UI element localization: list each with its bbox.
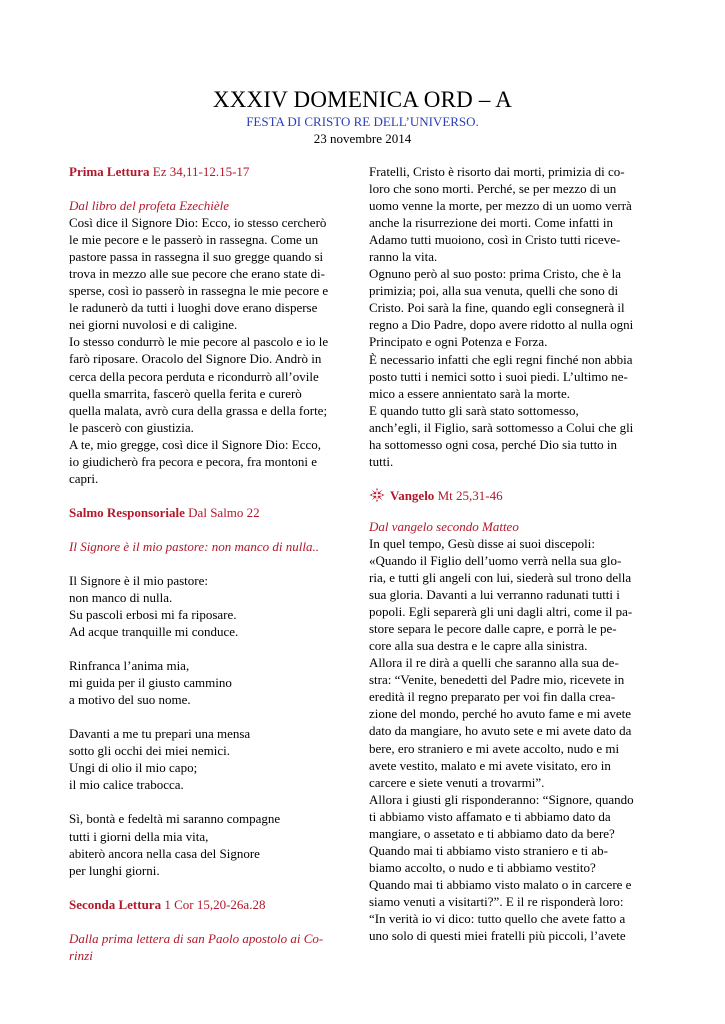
header: [0, 86, 725, 147]
text-line: Ungi di olio il mio capo;: [69, 760, 198, 776]
text-line: dato da mangiare, ho avuto sete e mi avete dato da: [369, 723, 632, 739]
text-line: Ognuno però al suo posto: prima Cristo, che è la: [369, 266, 622, 282]
psalm-heading: [69, 504, 359, 521]
text-line: mi guida per il giusto cammino: [69, 675, 232, 691]
text-line: primizia; poi, alla sua venuta, quelli che sono di: [369, 283, 619, 299]
left-column: [69, 163, 359, 964]
text-line: Quando mai ti abbiamo visto straniero e ti ab-: [369, 842, 608, 858]
text-line: ranno la vita.: [369, 249, 438, 265]
psalm-ref: Dal Salmo 22: [184, 504, 260, 520]
text-line: «Quando il Figlio dell’uomo verrà nella sua glo-: [369, 552, 622, 568]
text-line: biamo accolto, o nudo e ti abbiamo vestito?: [369, 859, 596, 875]
text-line: Su pascoli erbosi mi fa riposare.: [69, 607, 237, 623]
text-line: il mio calice trabocca.: [69, 777, 184, 793]
gospel-source: Dal vangelo secondo Matteo: [369, 518, 519, 534]
first-reading-source: Dal libro del profeta Ezechièle: [69, 198, 230, 214]
text-line: stra: “Venite, benedetti del Padre mio, ricevete in: [369, 672, 625, 688]
text-line: ti abbiamo visto affamato e ti abbiamo dato da: [369, 808, 611, 824]
text-line: sua gloria. Davanti a lui verranno radunati tutti i: [369, 587, 620, 603]
text-line: bere, ero straniero e mi avete accolto, nudo e mi: [369, 740, 620, 756]
text-line: Quando mai ti abbiamo visto malato o in carcere e: [369, 876, 632, 892]
text-line: popoli. Egli separerà gli uni dagli altri, come il pa-: [369, 604, 633, 620]
second-reading-ref: 1 Cor 15,20-26a.28: [161, 896, 266, 912]
gospel-text: [369, 535, 659, 944]
text-line: farò riposare. Oracolo del Signore Dio. Andrò in: [69, 351, 322, 367]
text-line: A te, mio gregge, così dice il Signore Dio: Ecco,: [69, 436, 321, 452]
text-line: loro che sono morti. Perché, se per mezzo di un: [369, 181, 617, 197]
text-line: tutti i giorni della mia vita,: [69, 828, 209, 844]
text-line: sotto gli occhi dei miei nemici.: [69, 743, 231, 759]
text-line: Io stesso condurrò le mie pecore al pascolo e io le: [69, 334, 329, 350]
text-line: Principato e ogni Potenza e Forza.: [369, 334, 548, 350]
text-line: uno solo di questi miei fratelli più piccoli, l’avete: [369, 928, 626, 944]
psalm-stanza: [69, 572, 359, 640]
text-line: Sì, bontà e fedeltà mi saranno compagne: [69, 811, 281, 827]
text-line: Adamo tutti muoiono, così in Cristo tutti riceve-: [369, 232, 621, 248]
psalm-stanza: [69, 810, 359, 878]
text-line: le radunerò da tutti i luoghi dove erano disperse: [69, 300, 318, 316]
text-line: store separa le pecore dalle capre, e porrà le pe-: [369, 621, 617, 637]
text-line: “In verità io vi dico: tutto quello che avete fatto a: [369, 910, 626, 926]
text-line: Cristo. Poi sarà la fine, quando egli consegnerà il: [369, 300, 625, 316]
text-line: zione del mondo, perché ho avuto fame e mi avete: [369, 706, 632, 722]
second-reading-source: rinzi: [69, 947, 93, 963]
text-line: Davanti a me tu prepari una mensa: [69, 726, 251, 742]
psalm-response: Il Signore è il mio pastore: non manco di nulla..: [69, 538, 319, 554]
text-line: mangiare, o assetato e ti abbiamo dato da bere?: [369, 825, 615, 841]
gospel-label: Vangelo: [390, 487, 435, 503]
text-line: le mie pecore e le passerò in rassegna. Come un: [69, 232, 319, 248]
feast-subtitle: FESTA DI CRISTO RE DELL’UNIVERSO.: [246, 114, 479, 129]
text-line: anch’egli, il Figlio, sarà sottomesso a Colui che gli: [369, 419, 634, 435]
psalm-stanza: [69, 657, 359, 708]
second-reading-heading: [69, 896, 359, 913]
cross-icon: [369, 487, 385, 503]
text-line: tutti.: [369, 453, 394, 469]
first-reading-ref: Ez 34,11-12.15-17: [149, 164, 250, 179]
text-line: core alla sua destra e le capre alla sinistra.: [369, 638, 588, 654]
gospel-ref: Mt 25,31-46: [434, 487, 503, 503]
first-reading-heading: [69, 163, 359, 180]
text-line: le pascerò con giustizia.: [69, 419, 194, 435]
text-line: È necessario infatti che egli regni finché non abbia: [369, 351, 633, 367]
text-line: Allora i giusti gli risponderanno: “Signore, quando: [369, 791, 634, 807]
right-column: [369, 163, 659, 944]
text-line: a motivo del suo nome.: [69, 692, 191, 708]
text-line: eredità il regno preparato per voi fin dalla crea-: [369, 689, 616, 705]
text-line: capri.: [69, 470, 99, 486]
psalm-label: Salmo Responsoriale: [69, 504, 185, 520]
text-line: Così dice il Signore Dio: Ecco, io stesso cercherò: [69, 215, 327, 231]
text-line: Il Signore è il mio pastore:: [69, 572, 209, 588]
page-title: XXXIV DOMENICA ORD – A: [212, 87, 513, 112]
text-line: abiterò ancora nella casa del Signore: [69, 845, 260, 861]
text-line: posto tutti i nemici sotto i suoi piedi. L’ultimo ne-: [369, 368, 628, 384]
text-line: non manco di nulla.: [69, 589, 173, 605]
text-line: per lunghi giorni.: [69, 862, 160, 878]
first-reading-text: [69, 214, 359, 487]
text-line: E quando tutto gli sarà stato sottomesso,: [369, 402, 579, 418]
text-line: regno a Dio Padre, dopo avere ridotto al nulla ogni: [369, 317, 634, 333]
text-line: ha sottomesso ogni cosa, perché Dio sia tutto in: [369, 436, 618, 452]
text-line: In quel tempo, Gesù disse ai suoi discepoli:: [369, 535, 596, 551]
text-line: cerca della pecora perduta e ricondurrò all’ovile: [69, 368, 319, 384]
text-line: carcere e siete venuti a trovarmi”.: [369, 774, 545, 790]
psalm-stanza: [69, 725, 359, 793]
text-line: ria, e tutti gli angeli con lui, siederà sul trono della: [369, 570, 632, 586]
text-line: pastore passa in rassegna il suo gregge quando si: [69, 249, 324, 265]
text-line: Fratelli, Cristo è risorto dai morti, primizia di co-: [369, 164, 625, 179]
text-line: trova in mezzo alle sue pecore che erano state di-: [69, 266, 325, 282]
text-line: quella smarrita, fascerò quella ferita e curerò: [69, 385, 302, 401]
second-reading-source: Dalla prima lettera di san Paolo apostolo ai Co-: [69, 930, 324, 946]
date: 23 novembre 2014: [313, 131, 412, 146]
text-line: io giudicherò fra pecora e pecora, fra montoni e: [69, 453, 317, 469]
text-line: sperse, così io passerò in rassegna le mie pecore e: [69, 283, 329, 299]
text-line: Rinfranca l’anima mia,: [69, 658, 190, 674]
text-line: anche la risurrezione dei morti. Come infatti in: [369, 215, 614, 231]
text-line: Ad acque tranquille mi conduce.: [69, 624, 239, 640]
gospel-heading: [369, 487, 659, 504]
second-reading-label: Seconda Lettura: [69, 896, 162, 912]
text-line: uomo venne la morte, per mezzo di un uomo verrà: [369, 198, 632, 214]
text-line: quella malata, avrò cura della grassa e della forte;: [69, 402, 328, 418]
text-line: Allora il re dirà a quelli che saranno alla sua de-: [369, 655, 619, 671]
text-line: nei giorni nuvolosi e di caligine.: [69, 317, 238, 333]
text-line: avete vestito, malato e mi avete visitato, ero in: [369, 757, 611, 773]
text-line: mico a essere annientato sarà la morte.: [369, 385, 571, 401]
second-reading-text: [369, 163, 659, 470]
text-line: siamo venuti a visitarti?”. E il re risponderà loro:: [369, 893, 624, 909]
first-reading-label: Prima Lettura: [69, 164, 150, 179]
